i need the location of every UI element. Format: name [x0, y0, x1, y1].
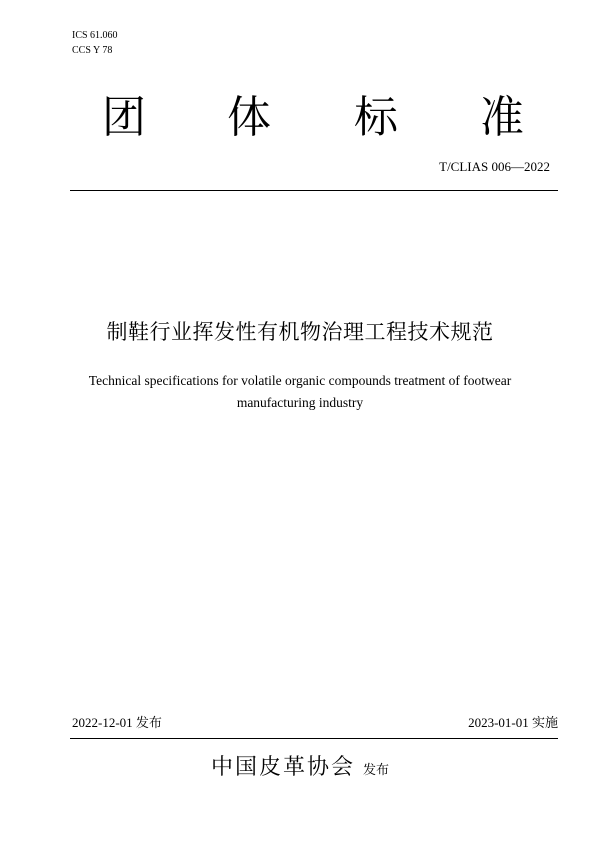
doc-type-char: 体 — [227, 92, 271, 143]
english-title-line: manufacturing industry — [236, 395, 364, 410]
english-title-line: Technical specifications for volatile organic compounds treatment of footwear — [88, 373, 512, 388]
doc-type-char: 准 — [480, 92, 524, 143]
chinese-title: 制鞋行业挥发性有机物治理工程技术规范 — [106, 320, 494, 344]
doc-type-char: 标 — [354, 92, 398, 143]
top-divider — [70, 190, 558, 191]
document-type-heading — [72, 88, 528, 148]
bottom-divider — [70, 738, 558, 739]
english-title — [60, 370, 540, 414]
ccs-code: CCS Y 78 — [72, 45, 113, 56]
dates-row — [72, 714, 558, 732]
ics-code: ICS 61.060 — [72, 30, 118, 41]
classification-codes — [72, 28, 118, 58]
issue-date: 2022-12-01 发布 — [72, 715, 162, 730]
publisher-organization: 中国皮革协会 — [210, 755, 355, 780]
doc-type-char: 团 — [102, 92, 146, 143]
implementation-date: 2023-01-01 实施 — [468, 715, 558, 730]
standard-number: T/CLIAS 006—2022 — [439, 159, 550, 174]
publisher-line — [0, 752, 600, 787]
publisher-action: 发布 — [363, 763, 390, 778]
